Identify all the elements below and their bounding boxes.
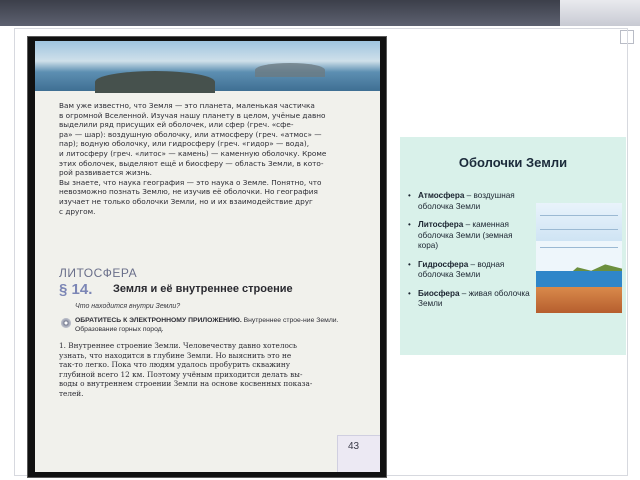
intro-line: с другом. bbox=[59, 206, 96, 216]
body-line: узнать, что находится в глубине Земли. Но выяснить это не bbox=[59, 350, 292, 360]
intro-line: рой развивается жизнь. bbox=[59, 168, 153, 178]
shell-description: – живая оболочка Земли bbox=[418, 288, 530, 308]
e-app-label: ОБРАТИТЕСЬ К ЭЛЕКТРОННОМУ ПРИЛОЖЕНИЮ. bbox=[75, 317, 242, 324]
shell-description: – водная оболочка Земли bbox=[418, 259, 505, 279]
intro-line: выделили ряд присущих ей оболочек, или сфер (греч. «сфе- bbox=[59, 120, 294, 130]
earth-layers-diagram bbox=[536, 203, 622, 313]
slide-title: Оболочки Земли bbox=[458, 155, 568, 170]
shell-list-item bbox=[408, 220, 534, 252]
body-line: 1. Внутреннее строение Земли. Человечеству давно хотелось bbox=[59, 341, 297, 350]
shell-term: Атмосфера bbox=[418, 191, 465, 200]
atmosphere-layer bbox=[536, 203, 622, 241]
e-app-text: Внутреннее строе-ние Земли. Образование горных пород. bbox=[75, 317, 339, 333]
paragraph-question: Что находится внутри Земли? bbox=[75, 303, 181, 310]
textbook-page bbox=[35, 41, 380, 472]
rock-shape bbox=[95, 71, 215, 93]
intro-line: в огромной Вселенной. Изучая нашу планету в целом, учёные давно bbox=[59, 110, 326, 120]
sea-photo bbox=[35, 41, 380, 91]
corner-decoration bbox=[620, 30, 634, 44]
intro-line: Вам уже известно, что Земля — это планета, маленькая частичка bbox=[59, 101, 315, 110]
intro-line: пар); водную оболочку, или гидросферу (греч. «гидор» — вода), bbox=[59, 139, 310, 149]
body-line: так-то легко. Пока что людям удалось пробурить скважину bbox=[59, 360, 291, 370]
paragraph-title: Земля и её внутреннее строение bbox=[113, 283, 293, 295]
body-line: телей. bbox=[59, 388, 84, 398]
bullet-icon: • bbox=[408, 259, 411, 269]
layer-boundary bbox=[540, 229, 618, 230]
disc-icon bbox=[61, 318, 71, 328]
bullet-icon: • bbox=[408, 288, 411, 298]
shell-list bbox=[408, 191, 534, 318]
shell-list-item bbox=[408, 289, 534, 310]
intro-line: невозможно познать Землю, не изучив её оболочки. Но география bbox=[59, 187, 318, 197]
intro-line: Вы знаете, что наука география — это наука о Земле. Понятно, что bbox=[59, 177, 322, 187]
body-text bbox=[59, 341, 365, 399]
intro-text bbox=[59, 101, 365, 216]
shell-term: Гидросфера bbox=[418, 259, 469, 269]
layer-boundary bbox=[540, 215, 618, 216]
shell-description: – каменная оболочка Земли (земная кора) bbox=[418, 220, 513, 250]
shell-list-item bbox=[408, 260, 534, 281]
ocean-layer bbox=[536, 271, 622, 287]
page-number: 43 bbox=[348, 441, 360, 452]
bullet-icon: • bbox=[408, 220, 411, 229]
slide-top-bar bbox=[0, 0, 640, 26]
shell-term: Биосфера bbox=[418, 288, 460, 298]
slide-top-accent bbox=[560, 0, 640, 26]
rock-shape bbox=[255, 63, 325, 77]
shell-list-item bbox=[408, 191, 534, 212]
body-line: воды о внутреннем строении Земли на основе косвенных показа- bbox=[59, 379, 313, 389]
shell-term: Литосфера bbox=[418, 220, 464, 229]
body-line: глубиной всего 12 км. Поэтому учёным приходится делать вы- bbox=[59, 369, 303, 379]
page-number-box bbox=[337, 435, 380, 472]
intro-line: этих оболочек, выделяют ещё и биосферу — область Земли, в кото- bbox=[59, 158, 324, 168]
bullet-icon: • bbox=[408, 191, 411, 200]
shell-description: – воздушная оболочка Земли bbox=[418, 191, 515, 211]
section-title: ЛИТОСФЕРА bbox=[59, 266, 138, 280]
intro-line: ра» — шар): воздушную оболочку, или атмосферу (греч. «атмос» — bbox=[59, 129, 322, 139]
intro-line: изучает не только оболочки Земли, но и их взаимодействие друг bbox=[59, 196, 313, 206]
earth-shells-slide bbox=[400, 137, 626, 355]
layer-boundary bbox=[540, 247, 618, 248]
textbook-scan bbox=[27, 36, 387, 478]
paragraph-number: § 14. bbox=[59, 281, 93, 298]
intro-line: и литосферу (греч. «литос» — камень) — каменную оболочку. Кроме bbox=[59, 148, 327, 158]
e-app-note bbox=[75, 317, 365, 334]
crust-layer bbox=[536, 287, 622, 313]
